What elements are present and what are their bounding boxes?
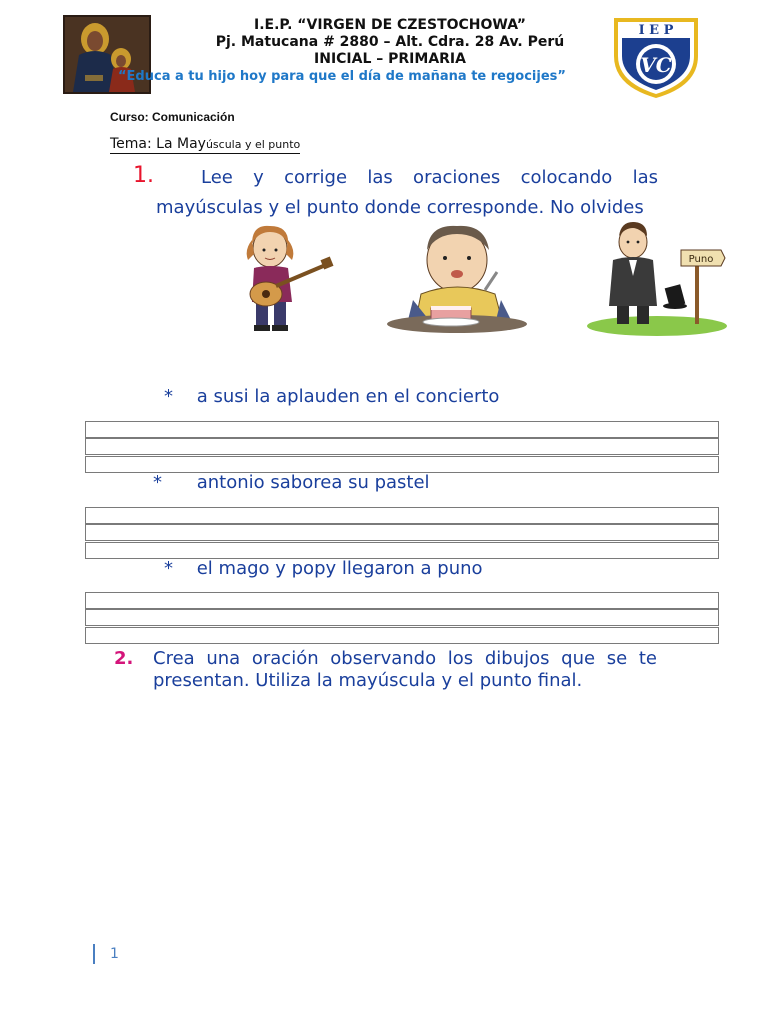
answer-lines-1[interactable] [85, 421, 719, 473]
topic-small: úscula y el punto [205, 138, 301, 151]
bullet-star: * [153, 472, 162, 493]
course-label: Curso: Comunicación [110, 110, 235, 124]
school-motto: “Educa a tu hijo hoy para que el día de mañana te regocijes” [118, 69, 566, 84]
question-1-text: Lee y corrige las oraciones colocando las mayúsculas y el punto donde corresponde. No olvides [156, 167, 658, 218]
school-name: I.E.P. “VIRGEN DE CZESTOCHOWA” [253, 17, 526, 33]
sentence-3 [164, 558, 483, 579]
answer-line[interactable] [85, 542, 719, 559]
magician-sign-illustration [585, 220, 730, 338]
sign-text: Puno [688, 254, 714, 265]
answer-lines-3[interactable] [85, 592, 719, 644]
sentence-3-text: el mago y popy llegaron a puno [196, 558, 483, 579]
sentence-1-text: a susi la aplauden en el concierto [196, 386, 500, 407]
sentence-2-text: antonio saborea su pastel [196, 472, 430, 493]
girl-guitar-illustration [236, 220, 336, 335]
bullet-star: * [164, 386, 173, 407]
question-2-text: Crea una oración observando los dibujos que se te presentan. Utiliza la mayúscula y el punto final. [153, 648, 657, 691]
boy-eating-cake-illustration [385, 220, 535, 340]
crest-vc-text: VC [640, 53, 672, 77]
answer-line[interactable] [85, 609, 719, 626]
sentence-2 [153, 472, 430, 493]
answer-line[interactable] [85, 438, 719, 455]
answer-line[interactable] [85, 421, 719, 438]
bullet-star: * [164, 558, 173, 579]
answer-lines-2[interactable] [85, 507, 719, 559]
topic-heading [110, 136, 300, 154]
page-number: 1 [93, 944, 119, 964]
answer-line[interactable] [85, 507, 719, 524]
crest-iep-text: I E P [638, 23, 674, 38]
school-crest-logo [610, 14, 702, 100]
topic-main: Tema: La May [110, 136, 206, 152]
school-address: Pj. Matucana # 2880 – Alt. Cdra. 28 Av. Perú [215, 34, 565, 50]
school-levels: INICIAL – PRIMARIA [314, 51, 466, 67]
question-1-number: 1. [133, 163, 154, 188]
answer-line[interactable] [85, 627, 719, 644]
answer-line[interactable] [85, 592, 719, 609]
question-2-number: 2. [114, 648, 134, 669]
answer-line[interactable] [85, 456, 719, 473]
answer-line[interactable] [85, 524, 719, 541]
sentence-1 [164, 386, 499, 407]
